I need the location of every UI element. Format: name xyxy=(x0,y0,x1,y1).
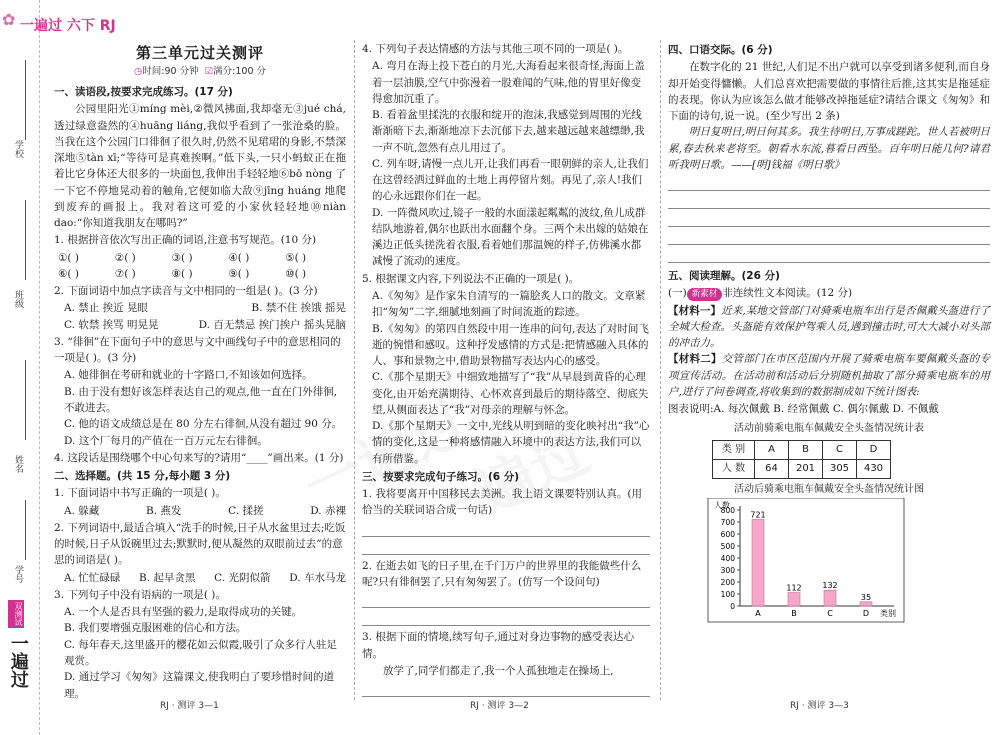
x-tick-label: B xyxy=(791,608,797,618)
bar xyxy=(788,592,800,605)
option[interactable]: D. 赤裸 xyxy=(310,504,346,517)
option[interactable]: D. 这个厂每月的产值在一百万元左右徘徊。 xyxy=(64,434,268,447)
page-title: 第三单元过关测评 xyxy=(135,44,264,62)
table-row-label: 人 数 xyxy=(713,460,755,479)
name-label: 姓名 xyxy=(12,455,23,473)
full-score: 满分:100 分 xyxy=(213,66,267,78)
chart-title: 活动后骑乘电瓶车佩戴安全头盔情况统计图 xyxy=(734,484,924,496)
s1-q4: 4. 这段话是围绕哪个中心句来写的?请用“____”画出来。(1 分) xyxy=(54,451,344,464)
x-axis-label: 类别 xyxy=(880,608,896,618)
footer-page-1: RJ · 测评 3—1 xyxy=(160,701,219,711)
exam-meta xyxy=(54,65,346,80)
bar xyxy=(752,519,764,606)
s2-q2: 2. 下列词语中,最适合填入“洗手的时候,日子从水盆里过去;吃饭的时候,日子从饭碗里过去;默默时,便从凝然的双眼前过去”的意思的词语是( )。 xyxy=(54,521,346,567)
new-material-badge: 新素材 xyxy=(687,288,723,301)
footer-page-2: RJ · 测评 3—2 xyxy=(470,701,529,711)
s1-q1: 1. 根据拼音依次写出正确的词语,注意书写规范。(10 分) xyxy=(54,234,317,247)
section-3-heading: 三、按要求完成句子练习。(6 分) xyxy=(362,470,520,483)
answer-line[interactable] xyxy=(668,248,990,263)
answer-line[interactable] xyxy=(362,593,650,608)
table-cat: B xyxy=(789,441,823,460)
sub1-prefix: (一) xyxy=(668,287,687,300)
answer-line[interactable] xyxy=(668,176,990,191)
blank-3[interactable]: ③( ) xyxy=(171,251,193,264)
option[interactable]: B. 我们要增强克服困难的信心和方法。 xyxy=(64,622,247,635)
column-divider-1 xyxy=(354,40,355,700)
x-tick-label: A xyxy=(755,608,761,618)
blank-1[interactable]: ①( ) xyxy=(58,251,79,264)
s2-q2-options xyxy=(54,570,346,586)
class-line xyxy=(25,200,26,280)
material-2-label: 【材料二】 xyxy=(668,353,722,366)
material-1-text: 近来,某地交管部门对骑乘电瓶车出行是否佩戴头盔进行了全城大检查。头盔能有效保护驾乘人员,遇到撞击时,可大大减小对头部的冲击力。 xyxy=(668,304,990,350)
blank-10[interactable]: ⑩( ) xyxy=(285,267,307,280)
option[interactable]: D. 车水马龙 xyxy=(289,571,346,584)
option[interactable]: C.《那个星期天》中细致地描写了“我”从早晨到黄昏的心理变化,由开始充满期待、心怀欢喜到最后的期待落空、彻底失望,从侧面表达了“我”对母亲的理解与怀念。 xyxy=(372,371,649,416)
option[interactable]: D. 通过学习《匆匆》这篇课文,使我明白了要珍惜时间的道理。 xyxy=(64,671,335,700)
table-title: 活动前骑乘电瓶车佩戴安全头盔情况统计表 xyxy=(734,422,924,434)
answer-line[interactable] xyxy=(362,522,650,537)
option[interactable]: C. 揉搓 xyxy=(228,504,264,517)
s3-q3-prompt: 放学了,同学们都走了,我一个人孤独地走在操场上, xyxy=(383,664,614,677)
table-value: 64 xyxy=(755,460,789,479)
option[interactable]: A.《匆匆》是作家朱自清写的一篇脍炙人口的散文。文章紧扣“匆匆”二字,细腻地刻画了时间流逝的踪迹。 xyxy=(372,289,646,319)
side-brand-text: 一遍过 xyxy=(7,634,29,688)
s5-sub1 xyxy=(668,285,990,301)
s1-q3: 3. “徘徊”在下面句子中的意思与文中画线句子中的意思相同的一项是( )。(3 分) xyxy=(54,335,341,365)
blank-6[interactable]: ⑥( ) xyxy=(58,267,79,280)
y-tick-label: 800 xyxy=(720,505,735,515)
table-cat: A xyxy=(755,441,789,460)
section-4-heading: 四、口语交际。(6 分) xyxy=(668,44,773,56)
option[interactable]: A. 忙忙碌碌 xyxy=(64,571,121,584)
column-divider-2 xyxy=(660,40,661,700)
option[interactable]: C. 软禁 挨骂 明晃晃 xyxy=(64,318,159,331)
table-value: 430 xyxy=(857,460,891,479)
section-1-passage: 公园里阳光①míng mèi,②微风拂面,我却毫无③jué chá,透过绿意盎然的④huāng liáng,我似乎看到了一张沧桑的脸。当我在这个公园门口徘徊了很久时,仍然不见珺珺的身影,不禁深深地⑤tàn xī;“等待可是真难挨啊。”低下头,一只小蚂蚁正在拖着比它身体还大很多的一块面包,我伸出手轻轻地⑥bō nòng 了一下它不停地晃动着的触角,它便如临大敌⑨jīng huáng 地爬到废弃的画报上。我对着这可爱的小家伙轻轻地⑩niàn dao:“你知道我朋友在哪吗?” xyxy=(54,103,346,230)
bar xyxy=(824,590,836,606)
option[interactable]: B.《匆匆》的第四自然段中用一连串的问句,表达了对时间飞逝的惋惜和感叹。这种抒发感情的方式是:把情感融入具体的人、事和景物之中,借助景物描写表达内心的感受。 xyxy=(372,322,649,368)
school-label: 学校 xyxy=(12,140,23,158)
blank-4[interactable]: ④( ) xyxy=(228,251,250,264)
poem-quote: 明日复明日,明日何其多。我生待明日,万事成蹉跎。世人若被明日累,春去秋来老将至。朝看水东流,暮看日西坠。百年明日能几何?请君听我明日歌。——[明]钱福《明日歌》 xyxy=(668,126,990,171)
y-tick-label: 200 xyxy=(720,577,735,587)
x-tick-label: D xyxy=(862,608,870,618)
option[interactable]: C. 每年春天,这里盛开的樱花如云似霞,吸引了众多行人驻足观赏。 xyxy=(64,638,338,667)
column-3 xyxy=(668,40,990,623)
material-1-label: 【材料一】 xyxy=(668,304,722,317)
material-1 xyxy=(668,303,990,352)
data-label: 35 xyxy=(860,592,872,602)
option[interactable]: D.《那个星期天》一文中,光线从明到暗的变化映衬出“我”心情的变化,这是一种将感情融入环境中的表达方法,我们可以有所借鉴。 xyxy=(372,420,650,465)
y-axis-label: 人数 xyxy=(714,500,730,510)
section-1-heading: 一、读语段,按要求完成练习。(17 分) xyxy=(54,85,233,98)
column-1 xyxy=(54,42,346,702)
option[interactable]: A. 弯月在海上投下苍白的月光,大海看起来很奇怪,海面上盖着一层油膜,空气中弥漫着一股难闻的气味,他的胃里好像变得愈加沉重了。 xyxy=(372,60,645,105)
option[interactable]: B. 禁不住 挨饿 摇晃 xyxy=(251,302,346,315)
name-line xyxy=(25,360,26,440)
data-label: 112 xyxy=(786,583,802,593)
option[interactable]: A. 她徘徊在考研和就业的十字路口,不知该如何选择。 xyxy=(64,369,313,382)
id-label: 学号 xyxy=(12,565,23,583)
answer-line[interactable] xyxy=(362,611,650,626)
brand-text: 一遍过 六下 RJ xyxy=(20,18,116,34)
y-tick-label: 100 xyxy=(720,589,735,599)
option[interactable]: D. 百无禁忌 挨门挨户 摇头晃脑 xyxy=(198,318,346,331)
answer-line[interactable] xyxy=(362,540,650,555)
blank-5[interactable]: ⑤( ) xyxy=(285,251,307,264)
y-tick-label: 700 xyxy=(720,517,735,527)
bar-chart xyxy=(706,498,906,623)
section-5-heading: 五、阅读理解。(26 分) xyxy=(668,270,780,283)
footer-page-3: RJ · 测评 3—3 xyxy=(790,701,849,711)
option[interactable]: B. 起早贪黑 xyxy=(139,571,196,584)
clock-icon: ◷ xyxy=(133,66,143,78)
material-2-text: 交管部门在市区范围内开展了骑乘电瓶车要佩戴头盔的专项宣传活动。在活动前和活动后分别随机抽取了部分骑乘电瓶车的用户,进行了问卷调查,将收集到的数据制成如下统计图表: xyxy=(668,353,991,398)
y-tick-label: 300 xyxy=(720,565,735,575)
table-head-label: 类 别 xyxy=(713,441,755,460)
blank-9[interactable]: ⑨( ) xyxy=(228,267,250,280)
answer-line[interactable] xyxy=(668,212,990,227)
s2-q5: 5. 根据课文内容,下列说法不正确的一项是( )。 xyxy=(362,272,580,285)
school-line xyxy=(25,60,26,140)
answer-line[interactable] xyxy=(362,682,650,697)
pinyin-blanks xyxy=(54,250,346,283)
column-2 xyxy=(362,40,650,700)
chart-frame xyxy=(708,498,904,622)
s1-q2-options-b xyxy=(54,317,346,333)
side-brand xyxy=(2,600,32,730)
y-tick-label: 600 xyxy=(720,529,735,539)
answer-line[interactable] xyxy=(668,230,990,245)
s3-q3: 3. 根据下面的情境,续写句子,通过对身边事物的感受表达心情。 xyxy=(362,631,635,660)
option[interactable]: B. 由于没有想好该怎样表达自己的观点,他一直在门外徘徊,不敢进去。 xyxy=(64,385,338,415)
id-line xyxy=(25,500,26,560)
s3-q1: 1. 我将要离开中国移民去美洲。我上语文课要特别认真。(用恰当的关联词语合成一句话) xyxy=(362,488,642,517)
s3-q2: 2. 在逝去如飞的日子里,在千门万户的世界里的我能做些什么呢?只有徘徊罢了,只有匆匆罢了。(仿写一个设问句) xyxy=(362,559,642,588)
table-cat: D xyxy=(857,441,891,460)
chart-legend: 图表说明:A. 每次佩戴 B. 经常佩戴 C. 偶尔佩戴 D. 不佩戴 xyxy=(668,403,939,416)
s2-q1-options xyxy=(54,503,346,519)
flower-icon: ✿ xyxy=(2,10,16,29)
material-2 xyxy=(668,351,990,400)
time-limit: 时间:90 分钟 xyxy=(142,66,199,78)
section-2-heading: 二、选择题。(共 15 分,每小题 3 分) xyxy=(54,470,231,483)
s2-q4: 4. 下列句子表达情感的方法与其他三项不同的一项是( )。 xyxy=(362,43,629,55)
table-value: 201 xyxy=(789,460,823,479)
blank-8[interactable]: ⑧( ) xyxy=(171,267,193,280)
check-icon: ☑ xyxy=(204,66,214,78)
x-tick-label: C xyxy=(827,608,833,618)
data-label: 721 xyxy=(750,509,766,519)
option[interactable]: B. 燕发 xyxy=(146,504,182,517)
bar xyxy=(860,601,872,605)
section-4-text: 在数字化的 21 世纪,人们足不出户就可以享受到诸多便利,而自身却开始变得慵懒。人们总喜欢把需要做的事情往后推,这其实是拖延症的表现。你认为应该怎么做才能够改掉拖延症?请结合课文《匆匆》和下面的诗句,说一说。(至少写出 2 条) xyxy=(668,61,990,123)
s2-q1: 1. 下面词语中书写正确的一项是( )。 xyxy=(54,487,226,500)
s1-q2: 2. 下面词语中加点字读音与文中相同的一组是( )。(3 分) xyxy=(54,285,318,298)
table-value: 305 xyxy=(823,460,857,479)
option[interactable]: A. 一个人是否具有坚强的毅力,是取得成功的关键。 xyxy=(64,606,303,619)
option[interactable]: A. 禁止 挨近 晃眼 xyxy=(64,302,148,315)
option[interactable]: D. 一阵微风吹过,镜子一般的水面漾起粼粼的波纹,鱼儿成群结队地游着,偶尔也跃出水面翻个身。三两个未出嫁的姑娘在溪边正低头搓洗着衣服,看着她们那温婉的样子,仿佛溪水都减慢了流动的速度。 xyxy=(372,206,649,268)
side-tag: 双测试 xyxy=(8,600,24,628)
blank-2[interactable]: ②( ) xyxy=(114,251,136,264)
sub1-rest: 非连续性文本阅读。(12 分) xyxy=(722,287,853,300)
y-tick-label: 400 xyxy=(720,553,735,563)
table-cat: C xyxy=(823,441,857,460)
blank-7[interactable]: ⑦( ) xyxy=(114,267,136,280)
class-label: 班级 xyxy=(12,290,23,308)
s1-q2-options-a xyxy=(54,300,346,316)
option[interactable]: C. 他的语文成绩总是在 80 分左右徘徊,从没有超过 90 分。 xyxy=(64,418,343,431)
answer-line[interactable] xyxy=(668,194,990,209)
option[interactable]: C. 光阴似箭 xyxy=(214,571,271,584)
data-label: 132 xyxy=(822,580,838,590)
y-tick-label: 0 xyxy=(730,601,735,611)
option[interactable]: C. 列车呀,请慢一点儿开,让我们再看一眼朝鲜的亲人,让我们在这曾经洒过鲜血的土地上再停留片刻。再见了,亲人!我们的心永远跟你们在一起。 xyxy=(372,157,649,203)
y-tick-label: 500 xyxy=(720,541,735,551)
stat-table xyxy=(712,440,891,479)
option[interactable]: B. 看着盆里揉洗的衣服和绽开的泡沫,我感觉到周围的光线渐渐暗下去,渐渐地凉下去沉郁下去,越来越远越来越缥缈,我一声不吭,忽然有点儿用过了。 xyxy=(372,109,645,154)
option[interactable]: A. 躲藏 xyxy=(64,504,100,517)
s2-q3: 3. 下列句子中没有语病的一项是( )。 xyxy=(54,588,226,601)
